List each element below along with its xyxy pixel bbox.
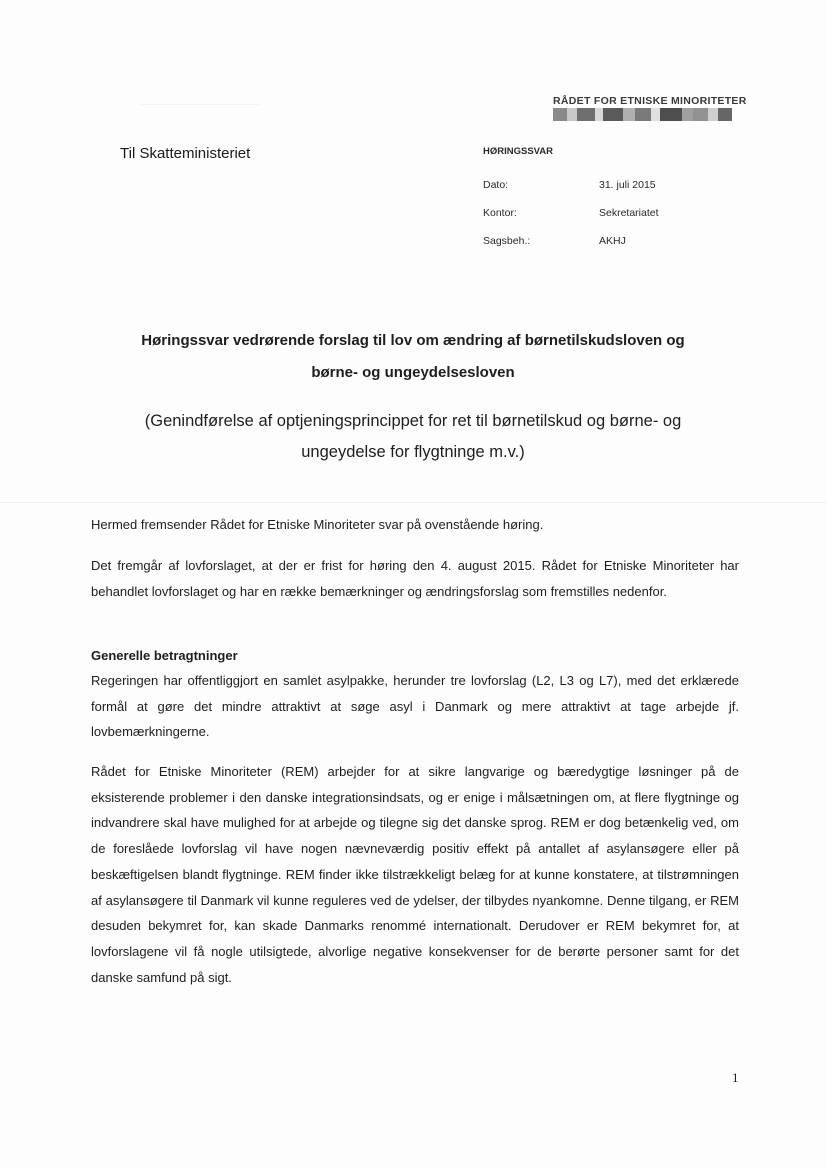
document-type: HØRINGSSVAR (483, 146, 554, 157)
logo-color-segment (635, 108, 651, 121)
scan-artifact (140, 104, 260, 105)
logo-color-segment (708, 108, 718, 121)
document-title-line2: børne- og ungeydelsesloven (311, 364, 515, 381)
document-subtitle-line2: ungeydelse for flygtninge m.v.) (301, 443, 525, 461)
recipient: Til Skatteministeriet (120, 145, 251, 162)
scan-artifact (0, 502, 826, 503)
meta-office-label: Kontor: (483, 207, 517, 219)
logo-color-bar (553, 108, 732, 121)
meta-date-label: Dato: (483, 179, 509, 191)
logo-color-segment (623, 108, 635, 121)
meta-case-label: Sagsbeh.: (483, 235, 531, 247)
meta-office-value: Sekretariatet (599, 207, 659, 219)
logo-color-segment (660, 108, 682, 121)
paragraph-deadline: Det fremgår af lovforslaget, at der er frist for høring den 4. august 2015. Rådet for Etniske Minoriteter har behandlet lovforslaget og har en række bemærkninger og ændringsforslag som fremstilles nedenfor. (91, 558, 739, 599)
logo-color-segment (577, 108, 595, 121)
logo-color-segment (718, 108, 732, 121)
logo-color-segment (651, 108, 660, 121)
logo-color-segment (595, 108, 603, 121)
page-number: 1 (732, 1070, 739, 1085)
meta-date-value: 31. juli 2015 (599, 179, 656, 191)
organization-name: RÅDET FOR ETNISKE MINORITETER (553, 95, 747, 107)
paragraph-asylum-package: Regeringen har offentliggjort en samlet asylpakke, herunder tre lovforslag (L2, L3 og L7), med det erklærede formål at gøre det mindre attraktivt at søge asyl i Danmark og mere attraktivt at tage arbejde jf. lovbemærkningerne. (91, 673, 739, 740)
paragraph-intro: Hermed fremsender Rådet for Etniske Minoriteter svar på ovenstående høring. (91, 517, 544, 532)
logo-color-segment (693, 108, 708, 121)
document-title-line1: Høringssvar vedrørende forslag til lov om ændring af børnetilskudsloven og (141, 332, 685, 349)
logo-color-segment (682, 108, 693, 121)
logo-color-segment (603, 108, 623, 121)
document-subtitle-line1: (Genindførelse af optjeningsprincippet for ret til børnetilskud og børne- og (144, 412, 682, 430)
section-heading: Generelle betragtninger (91, 648, 238, 663)
logo-color-segment (553, 108, 567, 121)
meta-case-value: AKHJ (599, 235, 626, 247)
logo-color-segment (567, 108, 577, 121)
paragraph-rem-position: Rådet for Etniske Minoriteter (REM) arbejder for at sikre langvarige og bæredygtige løsninger på de eksisterende problemer i den danske integrationsindsats, og er enige i målsætningen om, at flere flygtninge og indvandrere skal have mulighed for at arbejde og tilegne sig det danske sprog. REM er dog betænkelig ved, om de foreslåede lovforslag vil have nogen nævneværdig positiv effekt på antallet af asylansøgere eller på beskæftigelsen blandt flygtninge. REM finder ikke tilstrækkeligt belæg for at kunne konstatere, at tilstrømningen af asylansøgere til Danmark vil kunne reguleres ved de ydelser, der tilbydes nyankomne. Denne tilgang, er REM desuden bekymret for, kan skade Danmarks renommé internationalt. Derudover er REM bekymret for, at lovforslagene vil få nogle utilsigtede, alvorlige negative konsekvenser for de berørte personer samt for det danske samfund på sigt. (91, 764, 739, 985)
